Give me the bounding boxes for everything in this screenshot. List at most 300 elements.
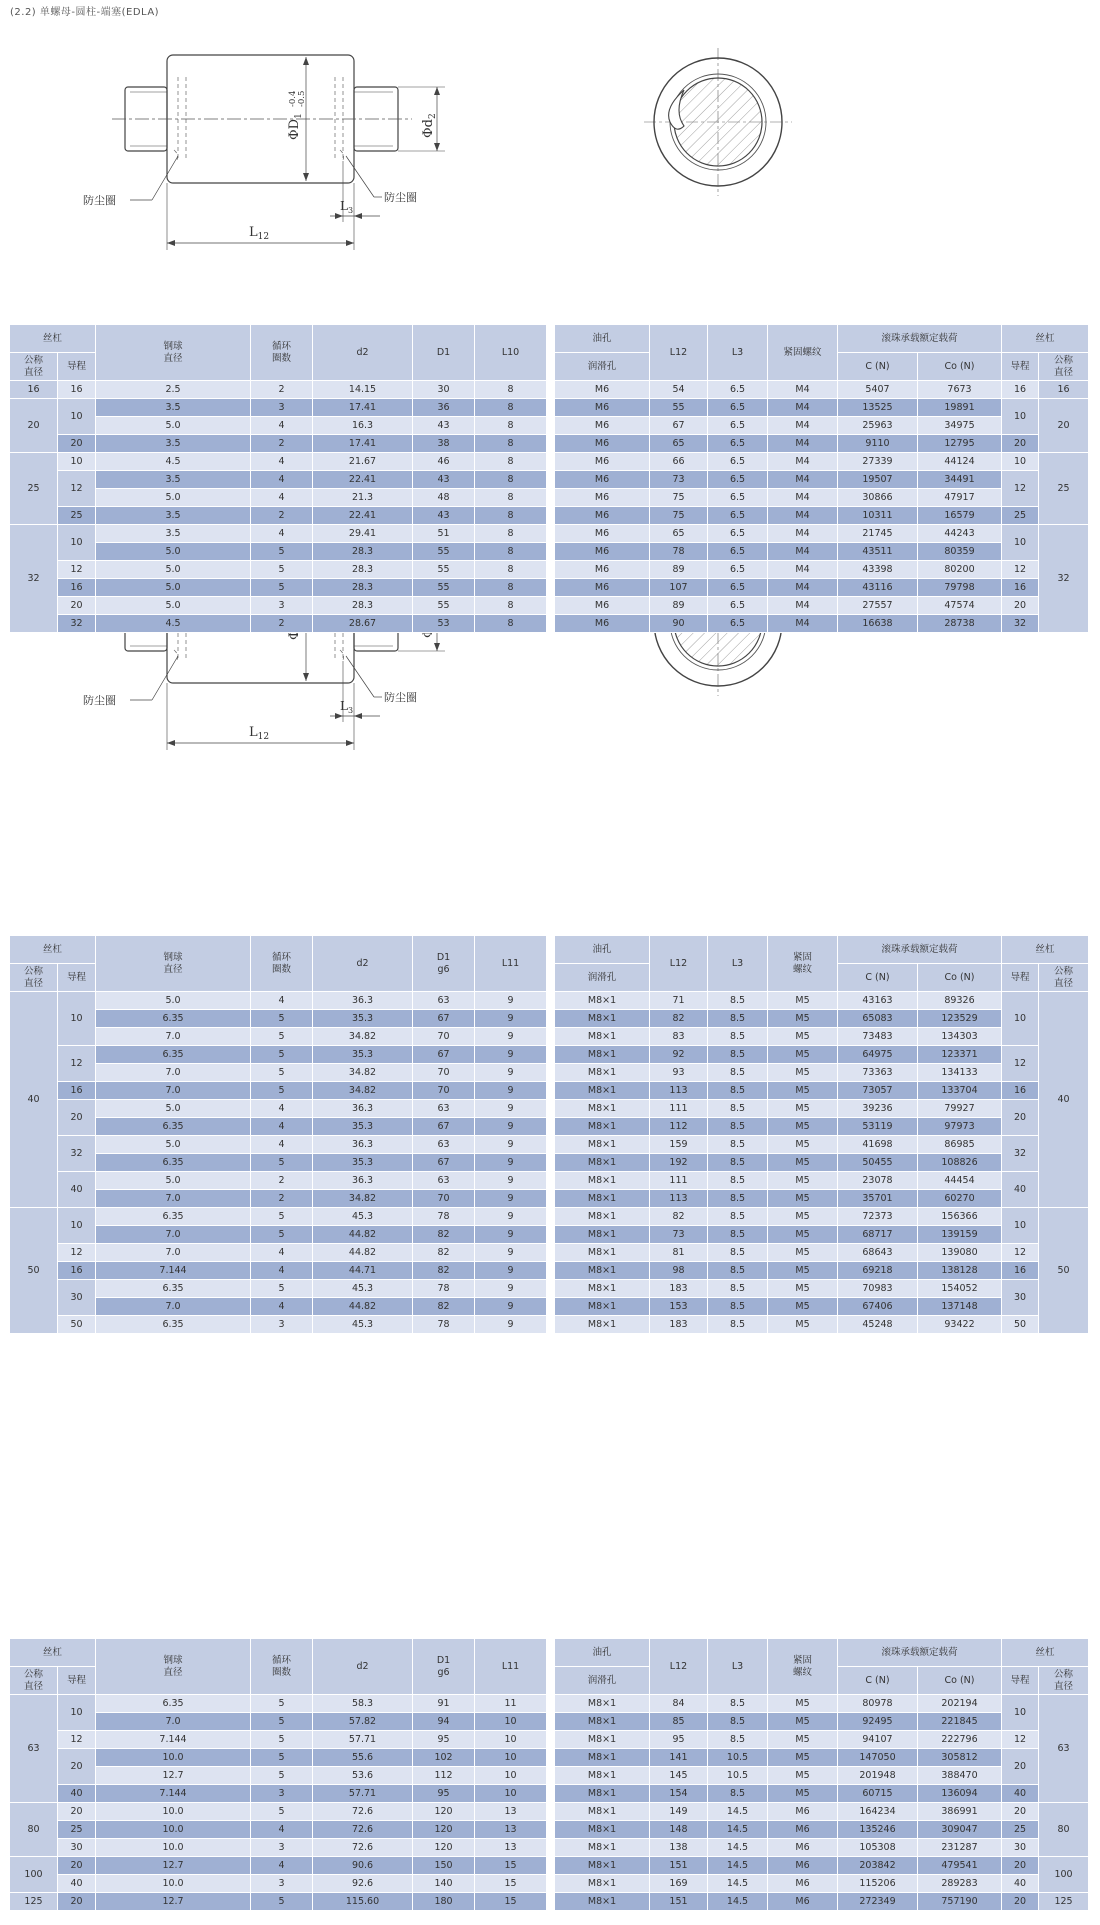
cell-L11: 9 (475, 1100, 547, 1118)
cell-ball: 3.5 (96, 507, 251, 525)
cell-Co: 202194 (918, 1695, 1002, 1713)
cell-D1: 70 (413, 1082, 475, 1100)
l3-sub: 3 (347, 206, 354, 215)
cell-L10: 8 (475, 561, 547, 579)
cell-L10: 8 (475, 399, 547, 417)
cell-d: 32 (10, 525, 58, 633)
cell-C: 105308 (838, 1839, 918, 1857)
header-static-load: Co (N) (918, 353, 1002, 381)
cell-d: 20 (10, 399, 58, 453)
cell-oil: M6 (555, 507, 650, 525)
cell-screw: M4 (768, 435, 838, 453)
cell-l: 12 (1002, 1731, 1039, 1749)
cell-turns: 5 (251, 1046, 313, 1064)
cell-L12: 113 (650, 1082, 708, 1100)
cell-C: 43398 (838, 561, 918, 579)
cell-d2: 29.41 (313, 525, 413, 543)
cell-L12: 55 (650, 399, 708, 417)
svg-text:ΦD1 (287, 113, 304, 140)
cell-screw: M5 (768, 1208, 838, 1226)
cell-Co: 19891 (918, 399, 1002, 417)
spec-table-left (9, 324, 547, 633)
cell-screw: M5 (768, 1082, 838, 1100)
cell-L12: 85 (650, 1713, 708, 1731)
cell-Co: 221845 (918, 1713, 1002, 1731)
cell-l: 16 (1002, 381, 1039, 399)
header-screw-group-right: 丝杠 (1002, 1639, 1089, 1667)
table-row (555, 1821, 1089, 1839)
cell-L11: 13 (475, 1839, 547, 1857)
cell-L3: 6.5 (708, 435, 768, 453)
cell-L11: 9 (475, 1046, 547, 1064)
cell-l: 30 (58, 1839, 96, 1857)
table-row (10, 471, 547, 489)
cell-L3: 8.5 (708, 1262, 768, 1280)
cell-D1: 78 (413, 1280, 475, 1298)
cell-D1: 36 (413, 399, 475, 417)
header-d1: D1 g6 (413, 1639, 475, 1695)
cell-turns: 4 (251, 1118, 313, 1136)
cell-oil: M8×1 (555, 1208, 650, 1226)
cell-l: 12 (1002, 561, 1039, 579)
dust-seal-label-left: 防尘圈 (83, 194, 116, 207)
cell-C: 30866 (838, 489, 918, 507)
cell-oil: M6 (555, 453, 650, 471)
cell-ball: 10.0 (96, 1839, 251, 1857)
cell-D1: 63 (413, 992, 475, 1010)
cell-Co: 222796 (918, 1731, 1002, 1749)
cell-C: 69218 (838, 1262, 918, 1280)
cell-ball: 7.0 (96, 1190, 251, 1208)
cell-D1: 95 (413, 1731, 475, 1749)
l12-sub: 12 (257, 732, 270, 742)
cell-screw: M4 (768, 615, 838, 633)
cell-ball: 3.5 (96, 435, 251, 453)
cell-Co: 108826 (918, 1154, 1002, 1172)
cell-ball: 4.5 (96, 615, 251, 633)
cell-L12: 54 (650, 381, 708, 399)
l3-label: L (340, 699, 348, 713)
table-row (10, 597, 547, 615)
cell-oil: M6 (555, 561, 650, 579)
table-row (10, 435, 547, 453)
cell-turns: 5 (251, 1154, 313, 1172)
cell-d2: 55.6 (313, 1749, 413, 1767)
cell-d2: 21.3 (313, 489, 413, 507)
cell-L12: 89 (650, 561, 708, 579)
cell-l: 20 (1002, 1893, 1039, 1911)
cell-ball: 5.0 (96, 579, 251, 597)
cell-screw: M5 (768, 1262, 838, 1280)
cell-Co: 123529 (918, 1010, 1002, 1028)
cell-Co: 386991 (918, 1803, 1002, 1821)
table-row (10, 1244, 547, 1262)
cell-D1: 150 (413, 1857, 475, 1875)
cell-oil: M8×1 (555, 1046, 650, 1064)
cell-L11: 9 (475, 1280, 547, 1298)
cell-L12: 138 (650, 1839, 708, 1857)
cell-screw: M5 (768, 1316, 838, 1334)
table-row (10, 381, 547, 399)
cell-D1: 82 (413, 1262, 475, 1280)
cell-screw: M4 (768, 453, 838, 471)
cell-Co: 309047 (918, 1821, 1002, 1839)
cell-L3: 14.5 (708, 1893, 768, 1911)
cell-L12: 151 (650, 1893, 708, 1911)
cell-L3: 8.5 (708, 1064, 768, 1082)
cell-D1: 120 (413, 1839, 475, 1857)
cell-ball: 6.35 (96, 1118, 251, 1136)
cell-oil: M6 (555, 579, 650, 597)
cell-L3: 10.5 (708, 1767, 768, 1785)
cell-turns: 4 (251, 1262, 313, 1280)
cell-C: 135246 (838, 1821, 918, 1839)
cell-L3: 6.5 (708, 489, 768, 507)
header-lube-hole: 润滑孔 (555, 353, 650, 381)
drawing-section-1 (0, 0, 1100, 264)
cell-C: 23078 (838, 1172, 918, 1190)
cell-ball: 12.7 (96, 1767, 251, 1785)
cell-L3: 8.5 (708, 1298, 768, 1316)
cell-Co: 47574 (918, 597, 1002, 615)
cell-oil: M8×1 (555, 1875, 650, 1893)
cell-L3: 8.5 (708, 1316, 768, 1334)
table-row (555, 1785, 1089, 1803)
svg-text:Φd2 (421, 113, 438, 138)
cell-L3: 6.5 (708, 471, 768, 489)
cell-Co: 12795 (918, 435, 1002, 453)
cell-L12: 148 (650, 1821, 708, 1839)
cell-L12: 141 (650, 1749, 708, 1767)
cell-L11: 11 (475, 1695, 547, 1713)
cell-d2: 35.3 (313, 1010, 413, 1028)
header-nominal-diameter: 公称 直径 (10, 1667, 58, 1695)
spec-table-left (9, 1638, 547, 1911)
cell-oil: M6 (555, 597, 650, 615)
cell-L3: 8.5 (708, 992, 768, 1010)
table-row (555, 1172, 1089, 1190)
cell-d2: 45.3 (313, 1280, 413, 1298)
cell-turns: 5 (251, 1803, 313, 1821)
cell-l: 32 (58, 1136, 96, 1172)
header-static-load: Co (N) (918, 964, 1002, 992)
cell-d2: 90.6 (313, 1857, 413, 1875)
cell-d2: 28.3 (313, 579, 413, 597)
cell-screw: M5 (768, 1190, 838, 1208)
cell-D1: 55 (413, 543, 475, 561)
cell-oil: M8×1 (555, 1118, 650, 1136)
cell-d2: 35.3 (313, 1118, 413, 1136)
cell-D1: 82 (413, 1244, 475, 1262)
cell-L11: 9 (475, 1298, 547, 1316)
cell-screw: M5 (768, 1280, 838, 1298)
cell-l: 20 (58, 1749, 96, 1785)
cell-Co: 34975 (918, 417, 1002, 435)
table-row (10, 1785, 547, 1803)
cell-L12: 81 (650, 1244, 708, 1262)
table-row (10, 1046, 547, 1064)
cell-oil: M8×1 (555, 1028, 650, 1046)
table-row (10, 1803, 547, 1821)
table-row (10, 1749, 547, 1767)
cell-d2: 28.3 (313, 561, 413, 579)
cell-L3: 8.5 (708, 1226, 768, 1244)
cell-C: 45248 (838, 1316, 918, 1334)
cell-d2: 45.3 (313, 1208, 413, 1226)
cell-turns: 5 (251, 1731, 313, 1749)
l12-label: L (249, 225, 258, 240)
cell-C: 65083 (838, 1010, 918, 1028)
cell-L3: 8.5 (708, 1136, 768, 1154)
header-l: L11 (475, 1639, 547, 1695)
header-nominal-diameter-right: 公称 直径 (1039, 353, 1089, 381)
cell-L3: 6.5 (708, 525, 768, 543)
cell-l: 20 (1002, 1749, 1039, 1785)
cell-l: 20 (1002, 1803, 1039, 1821)
cell-screw: M5 (768, 1785, 838, 1803)
cell-Co: 97973 (918, 1118, 1002, 1136)
spec-table-right (554, 935, 1089, 1334)
table-row (10, 1695, 547, 1713)
table-row (555, 1749, 1089, 1767)
table-row (10, 992, 547, 1010)
cell-d2: 14.15 (313, 381, 413, 399)
cell-l: 16 (58, 579, 96, 597)
cell-l: 16 (1002, 1262, 1039, 1280)
cell-D1: 63 (413, 1172, 475, 1190)
cell-L12: 95 (650, 1731, 708, 1749)
cell-d: 80 (10, 1803, 58, 1857)
cell-oil: M8×1 (555, 1767, 650, 1785)
cell-ball: 5.0 (96, 561, 251, 579)
cell-screw: M5 (768, 1731, 838, 1749)
cell-d: 16 (1039, 381, 1089, 399)
cell-ball: 5.0 (96, 992, 251, 1010)
header-l12: L12 (650, 1639, 708, 1695)
cell-screw: M5 (768, 1154, 838, 1172)
header-screw-group: 丝杠 (10, 936, 96, 964)
cell-d2: 44.82 (313, 1298, 413, 1316)
cell-d2: 36.3 (313, 1172, 413, 1190)
cell-L3: 6.5 (708, 417, 768, 435)
header-ball-diameter: 钢球 直径 (96, 325, 251, 381)
cell-D1: 94 (413, 1713, 475, 1731)
cell-l: 16 (58, 1262, 96, 1280)
cell-L12: 93 (650, 1064, 708, 1082)
cell-l: 20 (58, 1893, 96, 1911)
cell-L11: 10 (475, 1767, 547, 1785)
cell-L12: 107 (650, 579, 708, 597)
cell-L10: 8 (475, 435, 547, 453)
cell-turns: 4 (251, 992, 313, 1010)
table-row (10, 1136, 547, 1154)
cell-C: 39236 (838, 1100, 918, 1118)
cell-D1: 67 (413, 1046, 475, 1064)
cell-D1: 91 (413, 1695, 475, 1713)
header-dynamic-load: C (N) (838, 353, 918, 381)
cell-Co: 156366 (918, 1208, 1002, 1226)
cell-l: 40 (1002, 1172, 1039, 1208)
cell-C: 73363 (838, 1064, 918, 1082)
cell-Co: 133704 (918, 1082, 1002, 1100)
table-row (555, 1046, 1089, 1064)
table-row (10, 1875, 547, 1893)
header-nominal-diameter-right: 公称 直径 (1039, 964, 1089, 992)
table-row (10, 525, 547, 543)
cell-L12: 65 (650, 435, 708, 453)
cell-L12: 183 (650, 1280, 708, 1298)
cell-Co: 231287 (918, 1839, 1002, 1857)
cell-L12: 153 (650, 1298, 708, 1316)
cell-turns: 4 (251, 1136, 313, 1154)
cell-d2: 34.82 (313, 1190, 413, 1208)
cell-turns: 3 (251, 1875, 313, 1893)
cell-d2: 72.6 (313, 1821, 413, 1839)
cell-L11: 9 (475, 1136, 547, 1154)
cell-oil: M8×1 (555, 1226, 650, 1244)
cell-ball: 7.0 (96, 1064, 251, 1082)
cell-ball: 4.5 (96, 453, 251, 471)
cell-L12: 73 (650, 1226, 708, 1244)
cell-L12: 113 (650, 1190, 708, 1208)
cell-L12: 112 (650, 1118, 708, 1136)
table-row (555, 1875, 1089, 1893)
table-row (555, 1082, 1089, 1100)
cell-turns: 3 (251, 399, 313, 417)
cell-C: 67406 (838, 1298, 918, 1316)
cell-L3: 6.5 (708, 615, 768, 633)
cell-L3: 8.5 (708, 1154, 768, 1172)
table-row (10, 1208, 547, 1226)
cell-Co: 28738 (918, 615, 1002, 633)
d1-label: ΦD (287, 118, 302, 140)
cell-oil: M8×1 (555, 1298, 650, 1316)
cell-L3: 8.5 (708, 1028, 768, 1046)
cell-C: 27339 (838, 453, 918, 471)
cell-L3: 8.5 (708, 1280, 768, 1298)
cell-D1: 67 (413, 1154, 475, 1172)
cell-L3: 14.5 (708, 1857, 768, 1875)
cell-oil: M6 (555, 543, 650, 561)
cell-L12: 82 (650, 1208, 708, 1226)
cell-L3: 6.5 (708, 579, 768, 597)
cell-oil: M8×1 (555, 1082, 650, 1100)
cell-L3: 6.5 (708, 399, 768, 417)
cell-d2: 22.41 (313, 471, 413, 489)
cell-l: 50 (1002, 1316, 1039, 1334)
cell-d: 16 (10, 381, 58, 399)
cell-L12: 84 (650, 1695, 708, 1713)
cell-C: 201948 (838, 1767, 918, 1785)
cell-ball: 5.0 (96, 417, 251, 435)
cell-Co: 16579 (918, 507, 1002, 525)
header-load-rating: 滚珠承载额定载荷 (838, 325, 1002, 353)
cell-L12: 111 (650, 1100, 708, 1118)
cell-l: 10 (1002, 1695, 1039, 1731)
cell-turns: 2 (251, 381, 313, 399)
cell-turns: 4 (251, 453, 313, 471)
cell-L3: 6.5 (708, 543, 768, 561)
cell-d2: 17.41 (313, 399, 413, 417)
table-row (555, 1316, 1089, 1334)
cell-turns: 2 (251, 1190, 313, 1208)
cell-L12: 65 (650, 525, 708, 543)
cell-D1: 67 (413, 1010, 475, 1028)
cell-D1: 140 (413, 1875, 475, 1893)
table-row (10, 507, 547, 525)
table-row (555, 435, 1089, 453)
table-row (555, 1136, 1089, 1154)
cell-Co: 44124 (918, 453, 1002, 471)
cell-l: 12 (58, 471, 96, 507)
cell-L12: 98 (650, 1262, 708, 1280)
cell-screw: M5 (768, 1695, 838, 1713)
dust-seal-label-right: 防尘圈 (384, 691, 417, 704)
cell-L12: 67 (650, 417, 708, 435)
cell-l: 16 (58, 1082, 96, 1100)
cell-l: 10 (58, 453, 96, 471)
cell-ball: 5.0 (96, 1172, 251, 1190)
cell-screw: M5 (768, 1136, 838, 1154)
cell-screw: M6 (768, 1857, 838, 1875)
cell-l: 20 (58, 1100, 96, 1136)
cell-Co: 60270 (918, 1190, 1002, 1208)
header-fastening-thread: 紧固 螺纹 (768, 936, 838, 992)
cell-D1: 70 (413, 1190, 475, 1208)
cell-ball: 5.0 (96, 597, 251, 615)
cell-L11: 9 (475, 1118, 547, 1136)
cell-oil: M6 (555, 381, 650, 399)
cell-C: 60715 (838, 1785, 918, 1803)
cell-d: 32 (1039, 525, 1089, 633)
cell-L12: 90 (650, 615, 708, 633)
cell-d2: 57.82 (313, 1713, 413, 1731)
cell-D1: 53 (413, 615, 475, 633)
header-lead: 导程 (58, 964, 96, 992)
cell-L10: 8 (475, 543, 547, 561)
cell-d2: 35.3 (313, 1154, 413, 1172)
cell-screw: M5 (768, 1064, 838, 1082)
cell-screw: M5 (768, 1172, 838, 1190)
cell-oil: M8×1 (555, 992, 650, 1010)
header-lead: 导程 (58, 353, 96, 381)
table-row (555, 1244, 1089, 1262)
table-row (10, 579, 547, 597)
cell-turns: 4 (251, 1857, 313, 1875)
cell-turns: 5 (251, 1893, 313, 1911)
cell-L10: 8 (475, 615, 547, 633)
cell-l: 16 (58, 381, 96, 399)
cell-L12: 75 (650, 507, 708, 525)
cell-screw: M6 (768, 1803, 838, 1821)
cell-screw: M5 (768, 1010, 838, 1028)
cell-oil: M8×1 (555, 1262, 650, 1280)
cell-Co: 44243 (918, 525, 1002, 543)
cell-l: 10 (58, 1695, 96, 1731)
cell-d2: 44.82 (313, 1244, 413, 1262)
cell-L11: 15 (475, 1893, 547, 1911)
cell-L11: 9 (475, 1190, 547, 1208)
cell-Co: 79798 (918, 579, 1002, 597)
table-row (10, 1280, 547, 1298)
cell-turns: 5 (251, 1010, 313, 1028)
header-circuit-turns: 循环 圈数 (251, 325, 313, 381)
cell-D1: 82 (413, 1298, 475, 1316)
cell-C: 68643 (838, 1244, 918, 1262)
cell-screw: M5 (768, 1244, 838, 1262)
l12-label: L (249, 725, 258, 740)
cell-D1: 63 (413, 1100, 475, 1118)
